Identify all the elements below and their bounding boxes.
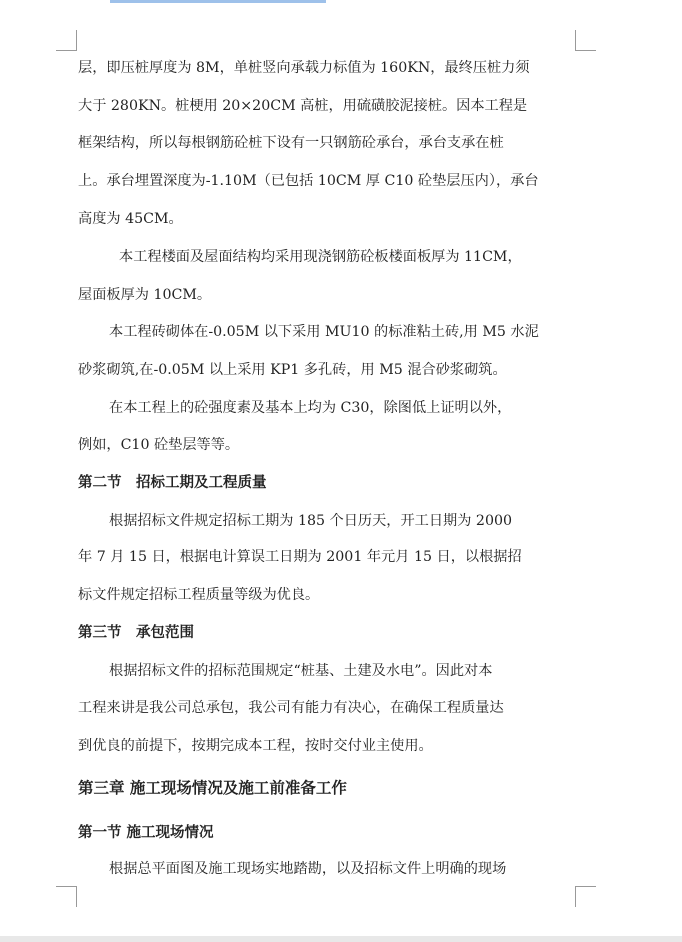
body-text-line: 年 7 月 15 日，根据电计算误工日期为 2001 年元月 15 日，以根据招 [78,549,522,565]
window-bottom-strip [0,936,682,942]
page-corner-mark-bottom-left [56,886,77,907]
body-text-line: 标文件规定招标工程质量等级为优良。 [78,587,320,603]
body-text-line: 例如，C10 砼垫层等等。 [78,437,240,453]
page-corner-mark-bottom-right [575,886,596,907]
section-heading: 第一节 施工现场情况 [78,825,214,841]
page-corner-mark-top-left [56,30,77,51]
body-text-line: 到优良的前提下，按期完成本工程，按时交付业主使用。 [78,738,433,754]
page-corner-mark-top-right [575,30,596,51]
body-text-line: 屋面板厚为 10CM。 [78,287,212,303]
body-text-line: 框架结构，所以每根钢筋砼桩下设有一只钢筋砼承台，承台支承在桩 [78,135,504,151]
paragraph-first-line: 根据总平面图及施工现场实地踏勘，以及招标文件上明确的现场 [109,861,507,877]
paragraph-first-line: 根据招标文件的招标范围规定“桩基、土建及水电”。因此对本 [109,663,493,679]
paragraph-first-line: 本工程砖砌体在-0.05M 以下采用 MU10 的标准粘土砖,用 M5 水泥 [109,324,539,340]
body-text-line: 工程来讲是我公司总承包，我公司有能力有决心，在确保工程质量达 [78,700,504,716]
window-top-accent-bar [110,0,326,3]
section-heading: 第二节 招标工期及工程质量 [78,475,267,491]
paragraph-first-line: 本工程楼面及屋面结构均采用现浇钢筋砼板楼面板厚为 11CM， [119,249,522,265]
paragraph-first-line: 根据招标文件规定招标工期为 185 个日历天，开工日期为 2000 [109,513,513,529]
body-text-line: 高度为 45CM。 [78,211,183,227]
body-text-line: 上。承台埋置深度为-1.10M（已包括 10CM 厚 C10 砼垫层压内），承台 [78,173,539,189]
body-text-line: 大于 280KN。桩梗用 20×20CM 高桩，用硫磺胶泥接桩。因本工程是 [78,98,528,114]
body-text-line: 层，即压桩厚度为 8M，单桩竖向承载力标值为 160KN，最终压桩力须 [78,60,530,76]
chapter-heading: 第三章 施工现场情况及施工前准备工作 [78,779,347,797]
body-text-line: 砂浆砌筑,在-0.05M 以上采用 KP1 多孔砖，用 M5 混合砂浆砌筑。 [78,362,507,378]
paragraph-first-line: 在本工程上的砼强度素及基本上均为 C30，除图低上证明以外， [109,400,512,416]
section-heading: 第三节 承包范围 [78,625,194,641]
